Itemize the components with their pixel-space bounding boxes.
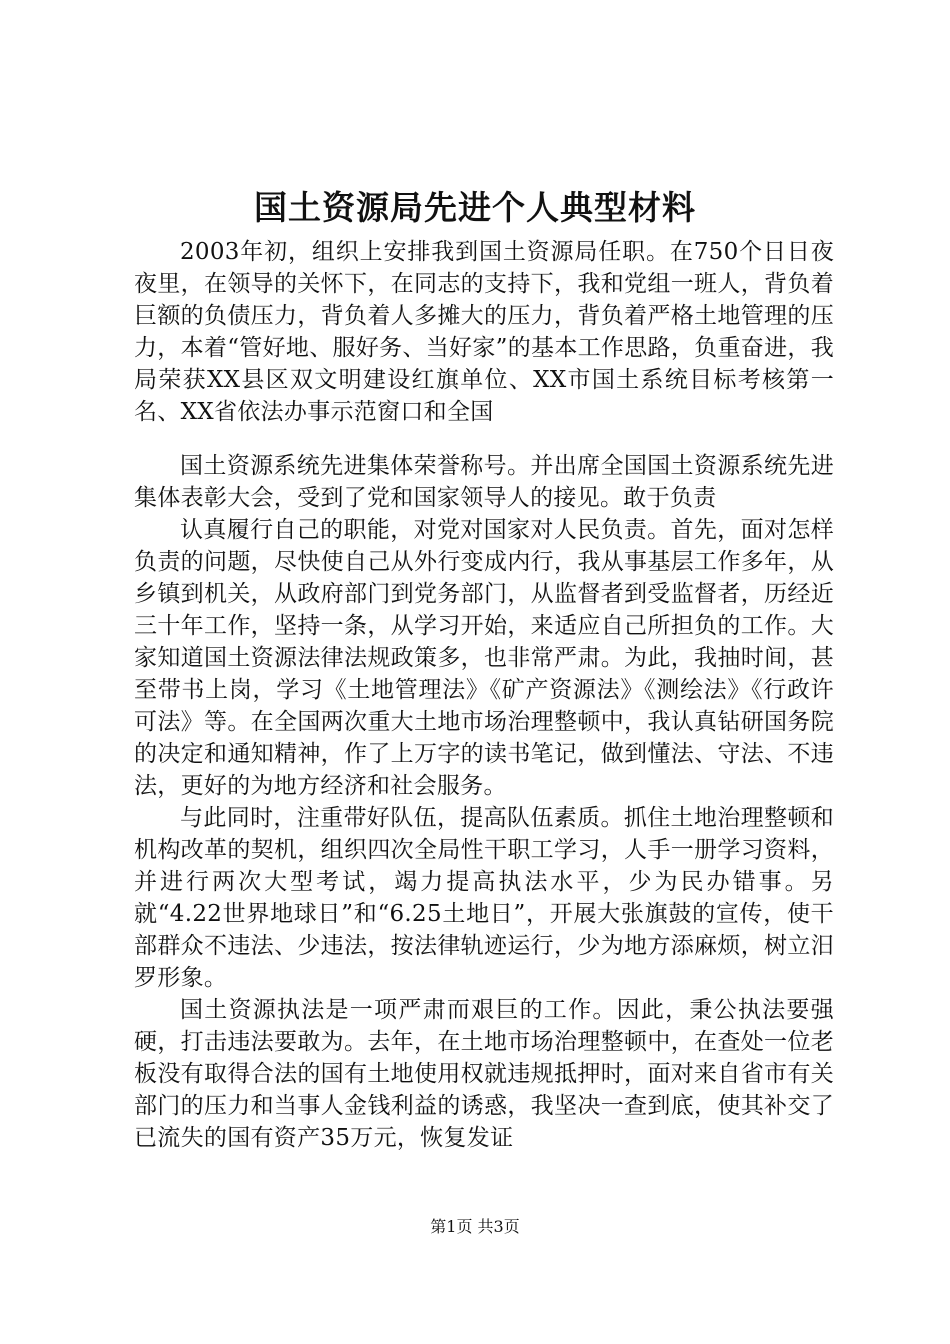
body-block-2 <box>134 450 834 1154</box>
paragraph-4: 与此同时，注重带好队伍，提高队伍素质。抓住土地治理整顿和机构改革的契机，组织四次全局性干职工学习，人手一册学习资料，并进行两次大型考试，竭力提高执法水平，少为民办错事。另就“4.22世界地球日”和“6.25土地日”，开展大张旗鼓的宣传，使干部群众不违法、少违法，按法律轨迹运行，少为地方添麻烦，树立汨罗形象。 <box>134 805 834 991</box>
document-title: 国土资源局先进个人典型材料 <box>254 188 696 227</box>
page-footer: 第1页 共3页 <box>430 1217 520 1236</box>
body-block-1 <box>134 236 834 428</box>
paragraph-1: 2003年初，组织上安排我到国土资源局任职。在750个日日夜夜里，在领导的关怀下，在同志的支持下，我和党组一班人，背负着巨额的负债压力，背负着人多摊大的压力，背负着严格土地管理的压力，本着“管好地、服好务、当好家”的基本工作思路，负重奋进，我局荣获XX县区双文明建设红旗单位、XX市国土系统目标考核第一名、XX省依法办事示范窗口和全国 <box>134 239 834 425</box>
paragraph-2: 国土资源系统先进集体荣誉称号。并出席全国国土资源系统先进集体表彰大会，受到了党和国家领导人的接见。敢于负责 <box>134 453 834 511</box>
paragraph-5: 国土资源执法是一项严肃而艰巨的工作。因此，秉公执法要强硬，打击违法要敢为。去年，在土地市场治理整顿中，在查处一位老板没有取得合法的国有土地使用权就违规抵押时，面对来自省市有关部门的压力和当事人金钱利益的诱惑，我坚决一查到底，使其补交了已流失的国有资产35万元，恢复发证 <box>134 997 834 1151</box>
paragraph-3: 认真履行自己的职能，对党对国家对人民负责。首先，面对怎样负责的问题，尽快使自己从外行变成内行，我从事基层工作多年，从乡镇到机关，从政府部门到党务部门，从监督者到受监督者，历经近三十年工作，坚持一条，从学习开始，来适应自己所担负的工作。大家知道国土资源法律法规政策多，也非常严肃。为此，我抽时间，甚至带书上岗，学习《土地管理法》《矿产资源法》《测绘法》《行政许可法》等。在全国两次重大土地市场治理整顿中，我认真钻研国务院的决定和通知精神，作了上万字的读书笔记，做到懂法、守法、不违法，更好的为地方经济和社会服务。 <box>134 517 834 799</box>
